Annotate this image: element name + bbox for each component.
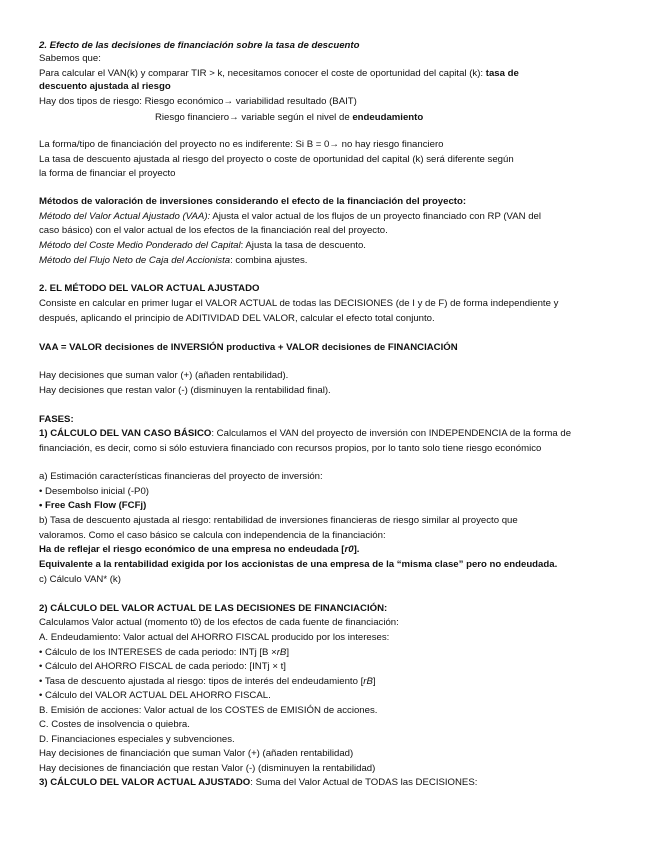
cmpc-desc: : Ajusta la tasa de descuento.	[240, 240, 366, 251]
sabemos-line: Sabemos que:	[39, 53, 101, 64]
costes-line: C. Costes de insolvencia o quiebra.	[39, 719, 190, 730]
van-line-2: descuento ajustada al riesgo	[39, 81, 171, 92]
cmpc-line	[39, 240, 366, 252]
ha-de-text: Ha de reflejar el riesgo económico de una empresa no endeudada [	[39, 544, 345, 555]
fase-1-line-1	[39, 428, 571, 440]
riesgo-financiero	[155, 112, 423, 124]
endeudamiento-line: A. Endeudamiento: Valor actual del AHORRO FISCAL producido por los intereses:	[39, 632, 390, 643]
fase-3-line	[39, 777, 477, 789]
ahorro-line: • Cálculo del AHORRO FISCAL de cada periodo: [INTj × t]	[39, 661, 286, 672]
estimacion-line: a) Estimación características financieras del proyecto de inversión:	[39, 471, 323, 482]
financiaciones-line: D. Financiaciones especiales y subvenciones.	[39, 734, 235, 745]
section-2b-title: 2. EL MÉTODO DEL VALOR ACTUAL AJUSTADO	[39, 283, 260, 294]
tasa-line-2: valoramos. Como el caso básico se calcula con independencia de la financiación:	[39, 530, 386, 541]
ha-de-reflejar	[39, 544, 359, 556]
metodos-title: Métodos de valoración de inversiones considerando el efecto de la financiación del proyecto:	[39, 196, 467, 207]
calculamos-line: Calculamos Valor actual (momento t0) de los efectos de cada fuente de financiación:	[39, 617, 399, 628]
van-bold-1: tasa de	[485, 68, 519, 79]
fase-1-text: : Calculamos el VAN del proyecto de inversión con INDEPENDENCIA de la forma de	[211, 428, 572, 439]
riesgo-economico: Hay dos tipos de riesgo: Riesgo económico→ variabilidad resultado (BAIT)	[39, 96, 357, 107]
rb-variable-2: rB	[363, 676, 373, 687]
forma-line-3: la forma de financiar el proyecto	[39, 168, 176, 179]
section-title-text: . Efecto de las decisiones de financiación sobre la tasa de descuento	[44, 40, 360, 51]
vaa-line-1	[39, 211, 541, 223]
tasa-text: • Tasa de descuento ajustada al riesgo: tipos de interés del endeudamiento [	[39, 676, 364, 687]
riesgo-fin-bold: endeudamiento	[352, 112, 424, 123]
fna-line	[39, 255, 307, 267]
fase-1-title: 1) CÁLCULO DEL VAN CASO BÁSICO	[39, 428, 212, 439]
tasa-descuento-line	[39, 676, 376, 688]
fase-3-text: : Suma del Valor Actual de TODAS las DECISIONES:	[250, 777, 478, 788]
section-number: 2	[39, 40, 45, 51]
vaa-name: Método del Valor Actual Ajustado (VAA):	[39, 211, 211, 222]
fase-2-title: 2) CÁLCULO DEL VALOR ACTUAL DE LAS DECISIONES DE FINANCIACIÓN:	[39, 603, 388, 614]
consiste-line-1: Consiste en calcular en primer lugar el VALOR ACTUAL de todas las DECISIONES (de I y de F) de forma independiente y	[39, 298, 559, 309]
forma-line-2: La tasa de descuento ajustada al riesgo del proyecto o coste de oportunidad del capital (k) será diferente según	[39, 154, 514, 165]
van-line-1	[39, 68, 519, 80]
intereses-line	[39, 647, 289, 659]
vaa-line-2: caso básico) con el valor actual de los efectos de la financiación real del proyecto.	[39, 225, 388, 236]
r0-variable: r0	[344, 544, 354, 555]
cmpc-name: Método del Coste Medio Ponderado del Capital	[39, 240, 241, 251]
intereses-text: • Cálculo de los INTERESES de cada periodo: INTj [B ×	[39, 647, 277, 658]
equivalente-line: Equivalente a la rentabilidad exigida por los accionistas de una empresa de la “misma clase” pero no endeudada.	[39, 559, 558, 570]
fase-1-line-2: financiación, es decir, como si sólo estuviera financiado con recursos propios, por lo tanto solo tiene riesgo económico	[39, 443, 542, 454]
calculo-van-line: c) Cálculo VAN* (k)	[39, 574, 121, 585]
consiste-line-2: después, aplicando el principio de ADITIVIDAD DEL VALOR, calcular el efecto total conjunto.	[39, 313, 435, 324]
riesgo-fin-text: Riesgo financiero→ variable según el nivel de	[155, 112, 353, 123]
ha-de-close: ].	[353, 544, 360, 555]
tasa-close: ]	[372, 676, 376, 687]
forma-line-1: La forma/tipo de financiación del proyecto no es indiferente: Si B = 0→ no hay riesgo financiero	[39, 139, 444, 150]
vaa-formula: VAA = VALOR decisiones de INVERSIÓN productiva + VALOR decisiones de FINANCIACIÓN	[39, 342, 458, 353]
fases-title: FASES:	[39, 414, 74, 425]
restan-line: Hay decisiones que restan valor (-) (disminuyen la rentabilidad final).	[39, 385, 331, 396]
fin-restan-line: Hay decisiones de financiación que restan Valor (-) (disminuyen la rentabilidad)	[39, 763, 376, 774]
van-text: Para calcular el VAN(k) y comparar TIR > k, necesitamos conocer el coste de oportunidad del capital (k):	[39, 68, 486, 79]
tasa-line-1: b) Tasa de descuento ajustada al riesgo: rentabilidad de inversiones financieras de riesgo similar al proyecto que	[39, 515, 518, 526]
suman-line: Hay decisiones que suman valor (+) (añaden rentabilidad).	[39, 370, 289, 381]
rb-variable: rB	[276, 647, 287, 658]
intereses-close: ]	[286, 647, 289, 658]
fin-suman-line: Hay decisiones de financiación que suman Valor (+) (añaden rentabilidad)	[39, 748, 354, 759]
emision-line: B. Emisión de acciones: Valor actual de los COSTES de EMISIÓN de acciones.	[39, 705, 378, 716]
valor-ahorro-line: • Cálculo del VALOR ACTUAL DEL AHORRO FISCAL.	[39, 690, 271, 701]
fna-desc: : combina ajustes.	[230, 255, 308, 266]
fcf-line: • Free Cash Flow (FCFj)	[39, 500, 147, 511]
vaa-desc: Ajusta el valor actual de los flujos de un proyecto financiado con RP (VAN del	[210, 211, 542, 222]
desembolso-line: • Desembolso inicial (-P0)	[39, 486, 149, 497]
fna-name: Método del Flujo Neto de Caja del Accionista	[39, 255, 231, 266]
section-2-title	[39, 40, 359, 52]
fase-3-title: 3) CÁLCULO DEL VALOR ACTUAL AJUSTADO	[39, 777, 251, 788]
